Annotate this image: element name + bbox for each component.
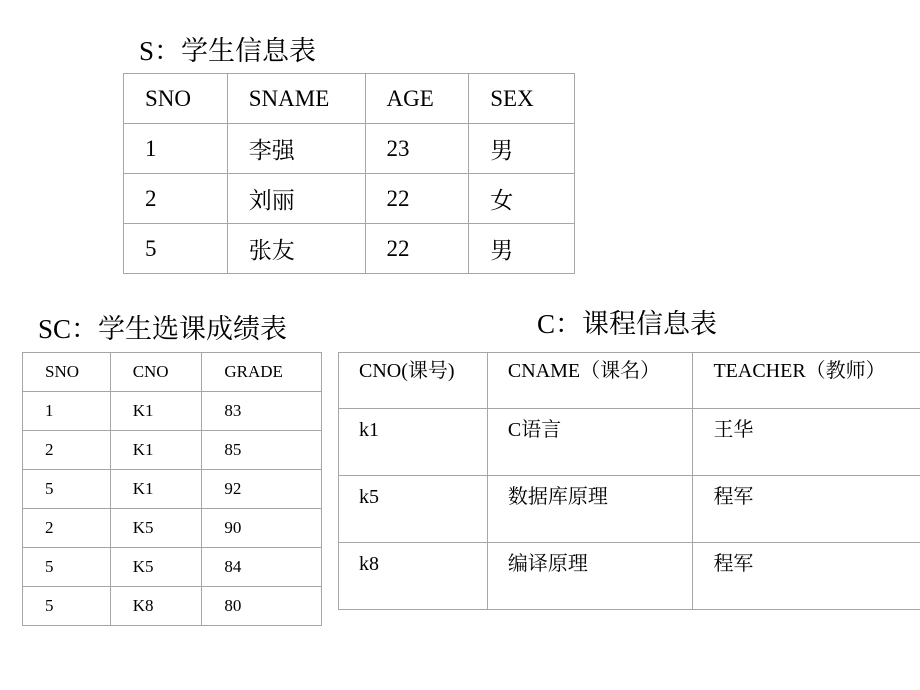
table-cell: 李强: [227, 124, 365, 174]
header-cell: CNO: [110, 353, 202, 392]
table-cell: K5: [110, 548, 202, 587]
table-cell: K8: [110, 587, 202, 626]
table-cell: 84: [202, 548, 322, 587]
table-cell: 92: [202, 470, 322, 509]
table-cell: 刘丽: [227, 174, 365, 224]
table-row: [339, 543, 920, 610]
table-cell: k8: [339, 543, 488, 610]
table-header-row: [23, 353, 322, 392]
table-cell: 23: [365, 124, 469, 174]
table-row: [339, 476, 920, 543]
header-cell: SNO: [23, 353, 111, 392]
table-cell: 1: [124, 124, 228, 174]
table-header-row: [339, 353, 920, 409]
table-row: [23, 548, 322, 587]
header-cell: CNAME（课名）: [487, 353, 693, 409]
table-header-row: [124, 74, 575, 124]
table-cell: 22: [365, 174, 469, 224]
table-row: [124, 124, 575, 174]
table-cell: 张友: [227, 224, 365, 274]
table-cell: 程军: [693, 543, 920, 610]
table-cell: 5: [23, 587, 111, 626]
table-row: [124, 224, 575, 274]
student-table-title: S：学生信息表: [139, 36, 317, 66]
table-cell: 22: [365, 224, 469, 274]
table-cell: 5: [124, 224, 228, 274]
table-cell: k1: [339, 409, 488, 476]
table-cell: K1: [110, 392, 202, 431]
course-table-title: C：课程信息表: [537, 309, 718, 339]
course-table: [338, 352, 920, 610]
table-cell: 90: [202, 509, 322, 548]
table-cell: 1: [23, 392, 111, 431]
table-cell: K1: [110, 431, 202, 470]
table-cell: C语言: [487, 409, 693, 476]
table-cell: K5: [110, 509, 202, 548]
table-cell: K1: [110, 470, 202, 509]
table-cell: 85: [202, 431, 322, 470]
table-cell: 2: [23, 509, 111, 548]
table-cell: 编译原理: [487, 543, 693, 610]
header-cell: AGE: [365, 74, 469, 124]
header-cell: SNO: [124, 74, 228, 124]
table-cell: 5: [23, 470, 111, 509]
table-row: [23, 431, 322, 470]
table-cell: 女: [469, 174, 575, 224]
header-cell-text: CNO(课号): [359, 360, 455, 382]
table-row: [23, 587, 322, 626]
header-cell: [339, 353, 488, 409]
table-row: [124, 174, 575, 224]
table-cell: 2: [23, 431, 111, 470]
table-cell: 程军: [693, 476, 920, 543]
table-cell: 王华: [693, 409, 920, 476]
student-table: [123, 73, 575, 274]
table-row: [23, 470, 322, 509]
table-row: [339, 409, 920, 476]
table-row: [23, 392, 322, 431]
table-cell: 男: [469, 124, 575, 174]
table-cell: 2: [124, 174, 228, 224]
table-cell: 数据库原理: [487, 476, 693, 543]
header-cell: GRADE: [202, 353, 322, 392]
table-cell: 5: [23, 548, 111, 587]
table-cell: 80: [202, 587, 322, 626]
sc-table: [22, 352, 322, 626]
header-cell: SNAME: [227, 74, 365, 124]
table-row: [23, 509, 322, 548]
table-cell: 83: [202, 392, 322, 431]
sc-table-title: SC：学生选课成绩表: [38, 314, 288, 344]
header-cell: SEX: [469, 74, 575, 124]
table-cell: 男: [469, 224, 575, 274]
header-cell: TEACHER（教师）: [693, 353, 920, 409]
table-cell: k5: [339, 476, 488, 543]
